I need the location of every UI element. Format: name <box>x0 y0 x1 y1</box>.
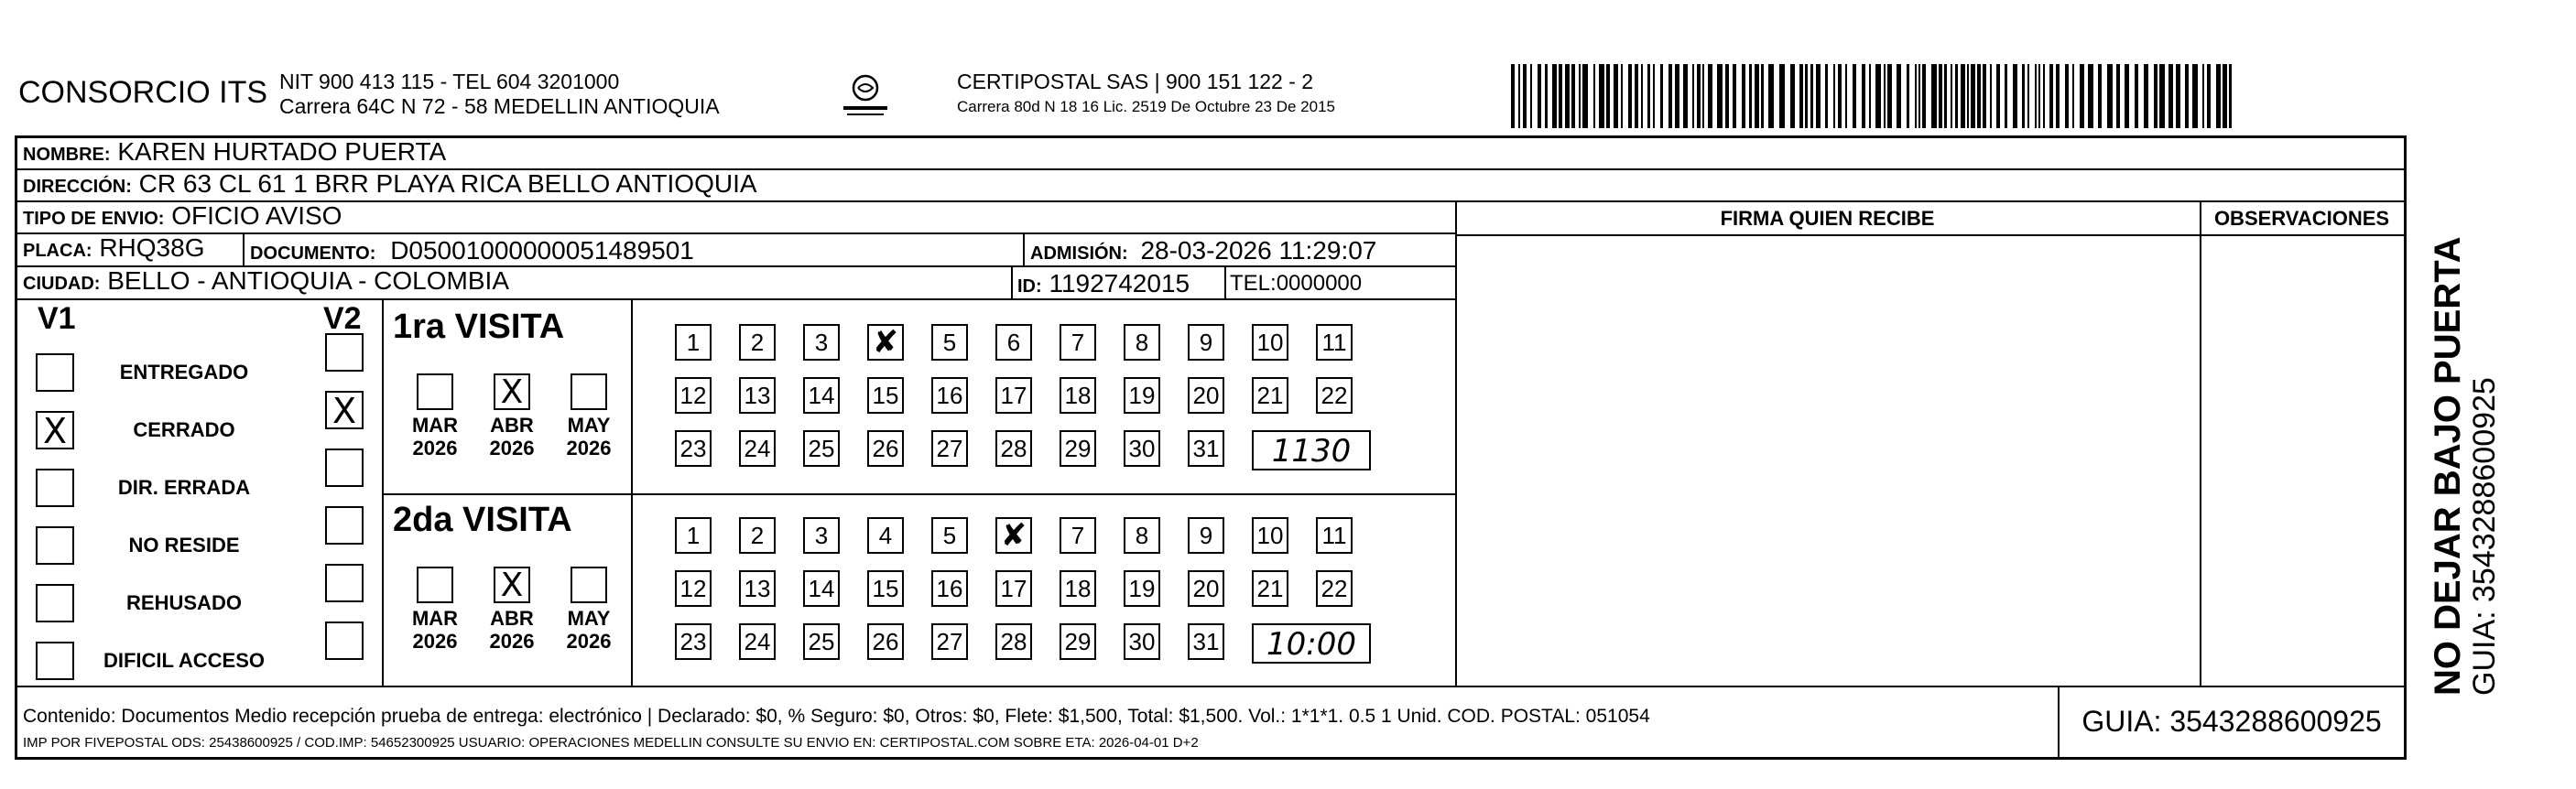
v2-checkbox[interactable] <box>325 564 364 602</box>
month-label <box>408 607 462 653</box>
tipo-value: OFICIO AVISO <box>171 201 342 230</box>
v1-checkbox[interactable] <box>36 526 74 565</box>
day-box[interactable]: 3 <box>803 324 840 361</box>
day-box[interactable]: 12 <box>675 570 712 607</box>
day-box[interactable]: 18 <box>1060 570 1096 607</box>
day-box[interactable]: 14 <box>803 377 840 414</box>
admision-value: 28-03-2026 11:29:07 <box>1140 236 1377 265</box>
tel-value: 0000000 <box>1276 271 1363 296</box>
observaciones-header: OBSERVACIONES <box>2213 207 2390 230</box>
header <box>18 64 2418 135</box>
direccion-row <box>17 170 2404 202</box>
v1-checkbox[interactable] <box>36 469 74 507</box>
day-box[interactable]: 26 <box>867 430 904 467</box>
month-checkbox[interactable] <box>571 373 607 410</box>
day-box[interactable]: 23 <box>675 430 712 467</box>
day-box[interactable]: 28 <box>995 623 1032 660</box>
side-guia: GUIA: 3543288600925 <box>2467 377 2502 696</box>
month-label <box>484 414 539 459</box>
day-box[interactable]: 18 <box>1060 377 1096 414</box>
v1-checkbox[interactable]: X <box>36 411 74 449</box>
day-box[interactable]: 21 <box>1252 570 1288 607</box>
day-box[interactable]: 19 <box>1124 377 1160 414</box>
month-name: ABR <box>490 607 534 630</box>
v1-label: V1 <box>38 301 76 336</box>
visit-title: 2da VISITA <box>393 501 572 539</box>
id-value: 1192742015 <box>1049 269 1190 297</box>
v1-checkbox[interactable] <box>36 642 74 680</box>
v2-checkbox[interactable]: X <box>325 391 364 429</box>
tel-label: TEL: <box>1230 271 1277 296</box>
day-box[interactable]: 12 <box>675 377 712 414</box>
firma-header: FIRMA QUIEN RECIBE <box>1720 207 1935 230</box>
v2-checkbox[interactable] <box>325 621 364 660</box>
day-box[interactable]: 5 <box>931 517 968 554</box>
day-box[interactable]: 17 <box>995 570 1032 607</box>
day-box[interactable]: 7 <box>1060 517 1096 554</box>
month-year: 2026 <box>566 630 612 653</box>
day-box[interactable]: 2 <box>739 517 776 554</box>
documento-value: D05001000000051489501 <box>390 236 694 265</box>
barcode-icon <box>1511 64 2244 128</box>
day-box[interactable]: 27 <box>931 623 968 660</box>
month-year: 2026 <box>566 437 612 459</box>
month-name: MAR <box>411 414 459 437</box>
visit-time: 1130 <box>1252 430 1371 470</box>
ciudad-label: CIUDAD: <box>23 274 101 294</box>
certipostal-logo-icon <box>838 70 893 124</box>
day-box[interactable]: 6 <box>995 324 1032 361</box>
status-label: REHUSADO <box>126 591 242 614</box>
visit-title: 1ra VISITA <box>393 308 565 346</box>
documento-field <box>250 234 694 270</box>
day-box[interactable] <box>995 517 1032 554</box>
id-field <box>1017 267 1190 303</box>
day-box[interactable]: 9 <box>1188 324 1224 361</box>
status-label: DIR. ERRADA <box>117 476 251 499</box>
v1-checkbox[interactable] <box>36 353 74 392</box>
month-name: MAY <box>567 414 611 437</box>
month-year: 2026 <box>489 437 535 459</box>
delivery-form <box>15 135 2407 760</box>
day-box[interactable]: 30 <box>1124 623 1160 660</box>
status-label: CERRADO <box>133 418 235 441</box>
day-box[interactable]: 30 <box>1124 430 1160 467</box>
v2-checkbox[interactable] <box>325 449 364 487</box>
day-box[interactable]: 4 <box>867 517 904 554</box>
month-year: 2026 <box>489 630 535 653</box>
footer-info: IMP POR FIVEPOSTAL ODS: 25438600925 / COD.IMP: 54652300925 USUARIO: OPERACIONES MEDELLIN CONSULTE SU ENVIO EN: CERTIPOSTAL.COM SOBRE ETA: 2026-04-01 D+2 <box>23 735 1199 751</box>
day-box[interactable]: 24 <box>739 623 776 660</box>
direccion-value: CR 63 CL 61 1 BRR PLAYA RICA BELLO ANTIOQUIA <box>138 169 757 198</box>
side-warning: NO DEJAR BAJO PUERTA <box>2428 236 2468 696</box>
courier-address: Carrera 80d N 18 16 Lic. 2519 De Octubre 23 De 2015 <box>957 98 1335 115</box>
v2-checkbox[interactable] <box>325 506 364 545</box>
status-label: DIFICIL ACCESO <box>103 649 265 672</box>
courier-name: CERTIPOSTAL SAS | 900 151 122 - 2 <box>957 70 1314 93</box>
v2-label: V2 <box>323 301 362 336</box>
month-name: MAY <box>567 607 611 630</box>
month-year: 2026 <box>412 630 458 653</box>
day-box[interactable]: 27 <box>931 430 968 467</box>
status-label: ENTREGADO <box>119 361 249 384</box>
v2-checkbox[interactable] <box>325 333 364 372</box>
side-label <box>2429 236 2502 696</box>
day-box[interactable]: 14 <box>803 570 840 607</box>
month-checkbox[interactable]: X <box>494 373 530 410</box>
day-box[interactable]: 9 <box>1188 517 1224 554</box>
day-box[interactable]: 29 <box>1060 623 1096 660</box>
day-box[interactable] <box>867 324 904 361</box>
day-box[interactable]: 5 <box>931 324 968 361</box>
company-address: Carrera 64C N 72 - 58 MEDELLIN ANTIOQUIA <box>279 94 720 118</box>
admision-field <box>1030 234 1376 270</box>
month-label <box>408 414 462 459</box>
footer-guia: GUIA: 3543288600925 <box>2081 705 2382 738</box>
day-box[interactable]: 15 <box>867 570 904 607</box>
day-box[interactable]: 8 <box>1124 324 1160 361</box>
status-label: NO RESIDE <box>128 534 240 557</box>
month-label <box>484 607 539 653</box>
day-mark-icon: ✘ <box>1000 517 1027 554</box>
day-box[interactable]: 21 <box>1252 377 1288 414</box>
day-box[interactable]: 16 <box>931 570 968 607</box>
day-box[interactable]: 10 <box>1252 517 1288 554</box>
tipo-label: TIPO DE ENVIO: <box>23 209 165 229</box>
day-box[interactable]: 26 <box>867 623 904 660</box>
month-checkbox[interactable]: X <box>494 567 530 603</box>
day-box[interactable]: 15 <box>867 377 904 414</box>
month-checkbox[interactable] <box>417 373 453 410</box>
day-box[interactable]: 2 <box>739 324 776 361</box>
day-box[interactable]: 25 <box>803 430 840 467</box>
courier-info <box>957 70 1335 119</box>
day-box[interactable]: 23 <box>675 623 712 660</box>
month-name: MAR <box>411 607 459 630</box>
day-box[interactable]: 10 <box>1252 324 1288 361</box>
day-box[interactable]: 17 <box>995 377 1032 414</box>
day-box[interactable]: 11 <box>1316 517 1353 554</box>
placa-label: PLACA: <box>23 241 92 261</box>
company-nit: NIT 900 413 115 - TEL 604 3201000 <box>279 70 620 93</box>
day-box[interactable]: 22 <box>1316 570 1353 607</box>
day-box[interactable]: 3 <box>803 517 840 554</box>
month-year: 2026 <box>412 437 458 459</box>
month-name: ABR <box>490 414 534 437</box>
day-box[interactable]: 16 <box>931 377 968 414</box>
month-checkbox[interactable] <box>417 567 453 603</box>
day-box[interactable]: 28 <box>995 430 1032 467</box>
day-box[interactable]: 19 <box>1124 570 1160 607</box>
month-label <box>561 414 616 459</box>
v1-checkbox[interactable] <box>36 584 74 622</box>
day-box[interactable]: 1 <box>675 517 712 554</box>
nombre-row <box>17 138 2404 170</box>
placa-value: RHQ38G <box>99 233 205 262</box>
month-checkbox[interactable] <box>571 567 607 603</box>
day-box[interactable]: 20 <box>1188 377 1224 414</box>
day-box[interactable]: 22 <box>1316 377 1353 414</box>
day-box[interactable]: 20 <box>1188 570 1224 607</box>
direccion-label: DIRECCIÓN: <box>23 177 132 197</box>
tipo-row <box>17 202 1455 234</box>
id-label: ID: <box>1017 276 1042 297</box>
day-box[interactable]: 7 <box>1060 324 1096 361</box>
day-box[interactable]: 8 <box>1124 517 1160 554</box>
day-box[interactable]: 29 <box>1060 430 1096 467</box>
day-box[interactable]: 31 <box>1188 430 1224 467</box>
day-box[interactable]: 13 <box>739 377 776 414</box>
month-label <box>561 607 616 653</box>
day-box[interactable]: 31 <box>1188 623 1224 660</box>
ciudad-value: BELLO - ANTIOQUIA - COLOMBIA <box>107 266 509 295</box>
day-mark-icon: ✘ <box>872 324 899 361</box>
day-box[interactable]: 24 <box>739 430 776 467</box>
company-name: CONSORCIO ITS <box>18 75 268 110</box>
visit-time: 10:00 <box>1252 623 1371 664</box>
nombre-value: KAREN HURTADO PUERTA <box>117 137 447 166</box>
footer-content: Contenido: Documentos Medio recepción prueba de entrega: electrónico | Declarado: $0, % Seguro: $0, Otros: $0, Flete: $1,500, Total: $1,500. Vol.: 1*1*1. 0.5 1 Unid. COD. POSTAL: 051054 <box>23 706 1650 727</box>
day-box[interactable]: 11 <box>1316 324 1353 361</box>
company-info <box>279 70 720 119</box>
tel-field <box>1230 267 1362 300</box>
documento-label: DOCUMENTO: <box>250 243 376 264</box>
day-box[interactable]: 25 <box>803 623 840 660</box>
admision-label: ADMISIÓN: <box>1030 243 1128 264</box>
day-box[interactable]: 13 <box>739 570 776 607</box>
nombre-label: NOMBRE: <box>23 145 111 165</box>
day-box[interactable]: 1 <box>675 324 712 361</box>
